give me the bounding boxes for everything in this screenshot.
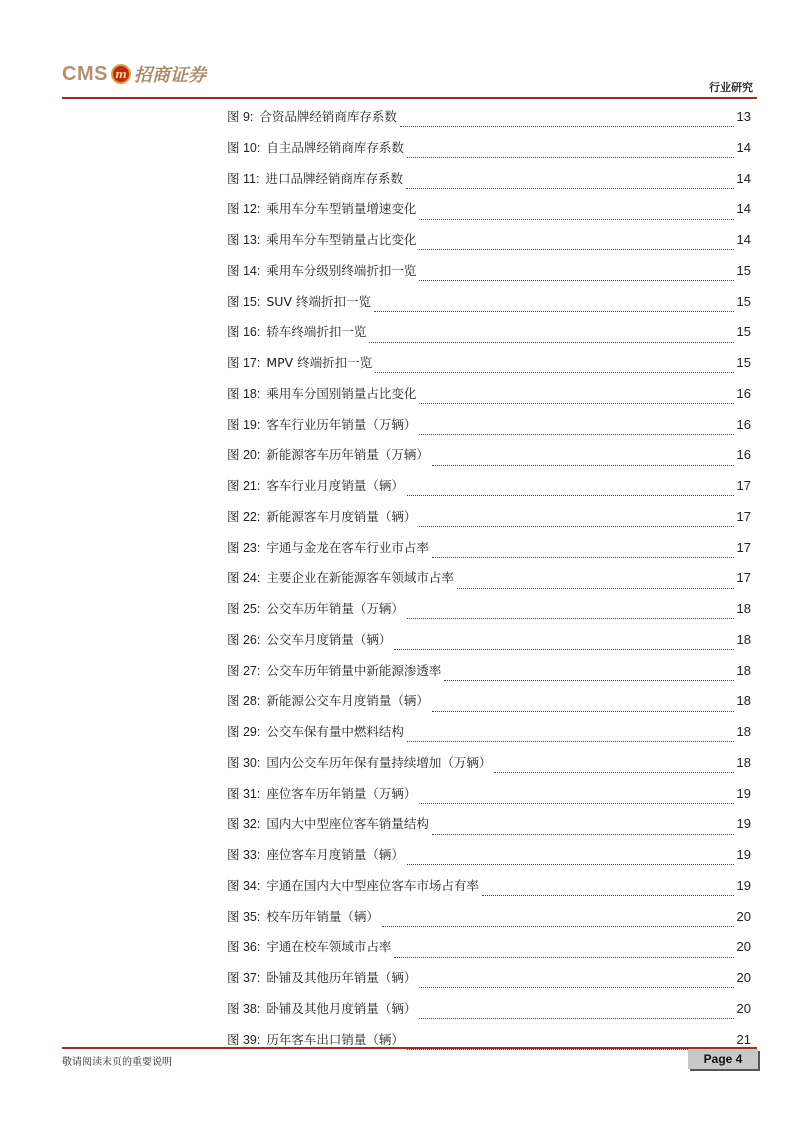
figure-list bbox=[227, 107, 751, 1060]
toc-entry[interactable] bbox=[227, 722, 751, 753]
toc-entry-title: 公交车保有量中燃料结构 bbox=[266, 724, 404, 739]
toc-dot-leader bbox=[406, 187, 734, 189]
toc-entry-label: 图 12: bbox=[227, 202, 261, 217]
toc-entry-label: 图 32: bbox=[227, 817, 261, 832]
toc-entry-label: 图 33: bbox=[227, 848, 261, 862]
toc-entry-page: 20 bbox=[736, 1000, 751, 1016]
toc-entry[interactable] bbox=[227, 507, 751, 538]
toc-entry-label: 图 37: bbox=[227, 971, 261, 985]
toc-entry-title: 新能源公交车月度销量（辆） bbox=[266, 693, 429, 709]
toc-dot-leader bbox=[444, 679, 733, 681]
toc-dot-leader bbox=[432, 833, 734, 835]
toc-entry[interactable] bbox=[227, 784, 751, 815]
toc-dot-leader bbox=[419, 1017, 733, 1019]
toc-entry-page: 14 bbox=[736, 170, 751, 186]
toc-entry-page: 19 bbox=[736, 877, 751, 893]
toc-entry-label: 图 25: bbox=[227, 602, 261, 616]
toc-entry-label: 图 21: bbox=[227, 479, 261, 493]
toc-entry[interactable] bbox=[227, 599, 751, 630]
toc-entry-title: 新能源客车月度销量（辆） bbox=[266, 508, 417, 524]
toc-entry[interactable] bbox=[227, 937, 751, 968]
toc-entry[interactable] bbox=[227, 999, 751, 1030]
toc-entry-title: 国内大中型座位客车销量结构 bbox=[266, 816, 429, 832]
toc-entry-page: 16 bbox=[736, 416, 751, 432]
toc-entry-title: 乘用车分车型销量增速变化 bbox=[266, 201, 417, 217]
toc-entry-label: 图 38: bbox=[227, 1001, 261, 1016]
toc-dot-leader bbox=[400, 125, 734, 127]
toc-entry-title: 乘用车分车型销量占比变化 bbox=[266, 232, 417, 247]
toc-dot-leader bbox=[432, 464, 734, 466]
toc-entry-label: 图 17: bbox=[227, 356, 261, 370]
toc-entry-title: 宇通与金龙在客车行业市占率 bbox=[266, 539, 429, 555]
toc-dot-leader bbox=[394, 956, 733, 958]
toc-entry-page: 18 bbox=[736, 724, 751, 739]
toc-entry-label: 图 39: bbox=[227, 1032, 261, 1047]
toc-entry-page: 16 bbox=[736, 385, 751, 401]
header-divider bbox=[62, 97, 757, 99]
logo-name: 招商证券 bbox=[133, 65, 206, 86]
toc-entry-page: 15 bbox=[736, 293, 751, 309]
toc-entry-label: 图 14: bbox=[227, 263, 261, 278]
toc-entry[interactable] bbox=[227, 138, 751, 169]
toc-entry-page: 16 bbox=[736, 447, 751, 463]
toc-entry-page: 18 bbox=[736, 601, 751, 616]
toc-dot-leader bbox=[419, 248, 733, 250]
toc-entry[interactable] bbox=[227, 876, 751, 907]
toc-entry-title: 客车行业月度销量（辆） bbox=[266, 478, 404, 493]
toc-entry-page: 15 bbox=[736, 324, 751, 340]
toc-dot-leader bbox=[375, 371, 733, 373]
toc-entry-title: 座位客车历年销量（万辆） bbox=[266, 785, 417, 801]
toc-entry-label: 图 22: bbox=[227, 509, 261, 524]
toc-dot-leader bbox=[419, 279, 733, 281]
toc-entry-label: 图 27: bbox=[227, 663, 261, 678]
company-logo bbox=[62, 60, 206, 88]
toc-entry-title: 公交车月度销量（辆） bbox=[266, 631, 392, 647]
toc-entry-title: 公交车历年销量中新能源渗透率 bbox=[266, 662, 442, 678]
page-number-badge: Page 4 bbox=[688, 1049, 758, 1069]
toc-entry[interactable] bbox=[227, 445, 751, 476]
toc-entry-label: 图 18: bbox=[227, 386, 261, 401]
footer-notice: 敬请阅读末页的重要说明 bbox=[62, 1057, 172, 1068]
report-section: 行业研究 bbox=[709, 81, 753, 94]
toc-dot-leader bbox=[457, 587, 734, 589]
toc-entry-page: 17 bbox=[736, 570, 751, 586]
toc-entry-page: 15 bbox=[736, 262, 751, 278]
toc-entry[interactable] bbox=[227, 261, 751, 292]
toc-entry-title: 客车行业历年销量（万辆） bbox=[266, 416, 417, 432]
toc-entry-label: 图 35: bbox=[227, 909, 261, 924]
toc-entry[interactable] bbox=[227, 661, 751, 692]
toc-entry-label: 图 15: bbox=[227, 294, 261, 309]
toc-entry-title: 校车历年销量（辆） bbox=[266, 908, 379, 924]
toc-dot-leader bbox=[407, 494, 734, 496]
toc-entry-title: SUV 终端折扣一览 bbox=[266, 293, 371, 309]
toc-entry[interactable] bbox=[227, 353, 751, 384]
toc-dot-leader bbox=[419, 802, 733, 804]
page-header bbox=[0, 0, 793, 100]
toc-entry-label: 图 23: bbox=[227, 540, 261, 555]
toc-entry-label: 图 26: bbox=[227, 632, 261, 647]
toc-entry-page: 19 bbox=[736, 847, 751, 862]
toc-dot-leader bbox=[394, 648, 733, 650]
toc-entry-page: 20 bbox=[736, 939, 751, 955]
toc-entry[interactable] bbox=[227, 476, 751, 507]
toc-entry-title: 进口品牌经销商库存系数 bbox=[265, 170, 403, 186]
toc-dot-leader bbox=[374, 310, 734, 312]
toc-dot-leader bbox=[407, 617, 734, 619]
toc-entry[interactable] bbox=[227, 415, 751, 446]
toc-entry-page: 17 bbox=[736, 539, 751, 555]
toc-entry[interactable] bbox=[227, 384, 751, 415]
toc-entry-label: 图 19: bbox=[227, 417, 261, 432]
toc-entry-page: 17 bbox=[736, 478, 751, 493]
toc-entry-label: 图 34: bbox=[227, 878, 261, 893]
toc-entry[interactable] bbox=[227, 630, 751, 661]
toc-entry-page: 21 bbox=[736, 1031, 751, 1047]
toc-entry[interactable] bbox=[227, 753, 751, 784]
toc-entry-label: 图 24: bbox=[227, 571, 261, 586]
toc-dot-leader bbox=[419, 525, 733, 527]
toc-entry-page: 18 bbox=[736, 754, 751, 770]
toc-entry-title: MPV 终端折扣一览 bbox=[266, 355, 373, 370]
toc-entry-title: 乘用车分国别销量占比变化 bbox=[266, 385, 417, 401]
footer-divider bbox=[62, 1047, 757, 1049]
logo-text: CMS bbox=[62, 62, 108, 85]
toc-entry-page: 20 bbox=[736, 970, 751, 985]
toc-entry[interactable] bbox=[227, 1030, 751, 1061]
toc-dot-leader bbox=[419, 218, 733, 220]
toc-entry-title: 宇通在校车领域市占率 bbox=[266, 939, 392, 955]
toc-dot-leader bbox=[419, 986, 733, 988]
toc-dot-leader bbox=[407, 156, 734, 158]
toc-entry-title: 乘用车分级别终端折扣一览 bbox=[266, 262, 417, 278]
toc-entry-label: 图 13: bbox=[227, 233, 261, 247]
toc-dot-leader bbox=[419, 433, 733, 435]
toc-entry[interactable] bbox=[227, 107, 751, 138]
toc-dot-leader bbox=[407, 863, 734, 865]
toc-entry-label: 图 20: bbox=[227, 448, 261, 463]
toc-entry-title: 自主品牌经销商库存系数 bbox=[266, 139, 404, 155]
toc-entry[interactable] bbox=[227, 691, 751, 722]
toc-entry[interactable] bbox=[227, 968, 751, 999]
toc-entry-title: 公交车历年销量（万辆） bbox=[266, 601, 404, 616]
toc-dot-leader bbox=[494, 771, 733, 773]
toc-entry[interactable] bbox=[227, 322, 751, 353]
toc-entry-page: 14 bbox=[736, 201, 751, 217]
toc-dot-leader bbox=[382, 925, 734, 927]
toc-entry-title: 新能源客车历年销量（万辆） bbox=[266, 447, 429, 463]
toc-entry[interactable] bbox=[227, 845, 751, 876]
toc-entry-label: 图 30: bbox=[227, 755, 261, 770]
toc-entry[interactable] bbox=[227, 907, 751, 938]
toc-entry-title: 轿车终端折扣一览 bbox=[266, 324, 367, 340]
toc-entry-page: 18 bbox=[736, 662, 751, 678]
toc-entry-label: 图 10: bbox=[227, 140, 261, 155]
toc-dot-leader bbox=[407, 740, 734, 742]
toc-entry-label: 图 9: bbox=[227, 110, 254, 124]
toc-dot-leader bbox=[419, 402, 733, 404]
toc-entry[interactable] bbox=[227, 814, 751, 845]
toc-entry-title: 历年客车出口销量（辆） bbox=[266, 1031, 404, 1047]
toc-dot-leader bbox=[369, 341, 733, 343]
toc-entry-title: 国内公交车历年保有量持续增加（万辆） bbox=[266, 754, 492, 770]
toc-entry-title: 卧铺及其他历年销量（辆） bbox=[266, 970, 417, 985]
toc-entry-page: 14 bbox=[736, 139, 751, 155]
toc-entry-page: 19 bbox=[736, 785, 751, 801]
toc-entry[interactable] bbox=[227, 568, 751, 599]
toc-entry-page: 15 bbox=[736, 355, 751, 370]
toc-entry-label: 图 29: bbox=[227, 725, 261, 739]
toc-entry-title: 座位客车月度销量（辆） bbox=[266, 847, 404, 862]
toc-entry-label: 图 28: bbox=[227, 694, 261, 709]
toc-entry[interactable] bbox=[227, 169, 751, 200]
toc-entry-label: 图 11: bbox=[227, 171, 260, 186]
toc-entry-page: 13 bbox=[736, 109, 751, 124]
toc-entry-label: 图 31: bbox=[227, 786, 261, 801]
toc-dot-leader bbox=[432, 710, 734, 712]
toc-dot-leader bbox=[482, 894, 734, 896]
toc-entry-title: 卧铺及其他月度销量（辆） bbox=[266, 1000, 417, 1016]
toc-entry-title: 宇通在国内大中型座位客车市场占有率 bbox=[266, 877, 479, 893]
toc-entry-page: 14 bbox=[736, 232, 751, 247]
toc-entry-label: 图 36: bbox=[227, 940, 261, 955]
toc-entry[interactable] bbox=[227, 230, 751, 261]
toc-entry-page: 20 bbox=[736, 908, 751, 924]
toc-entry-title: 合资品牌经销商库存系数 bbox=[259, 109, 397, 124]
toc-entry-page: 19 bbox=[736, 816, 751, 832]
toc-entry-page: 18 bbox=[736, 693, 751, 709]
toc-entry[interactable] bbox=[227, 292, 751, 323]
toc-entry-title: 主要企业在新能源客车领域市占率 bbox=[266, 570, 454, 586]
logo-badge-icon: m bbox=[111, 64, 131, 84]
toc-entry-page: 18 bbox=[736, 631, 751, 647]
toc-entry[interactable] bbox=[227, 538, 751, 569]
toc-entry-label: 图 16: bbox=[227, 325, 261, 340]
toc-dot-leader bbox=[432, 556, 734, 558]
toc-entry-page: 17 bbox=[736, 508, 751, 524]
toc-entry[interactable] bbox=[227, 199, 751, 230]
